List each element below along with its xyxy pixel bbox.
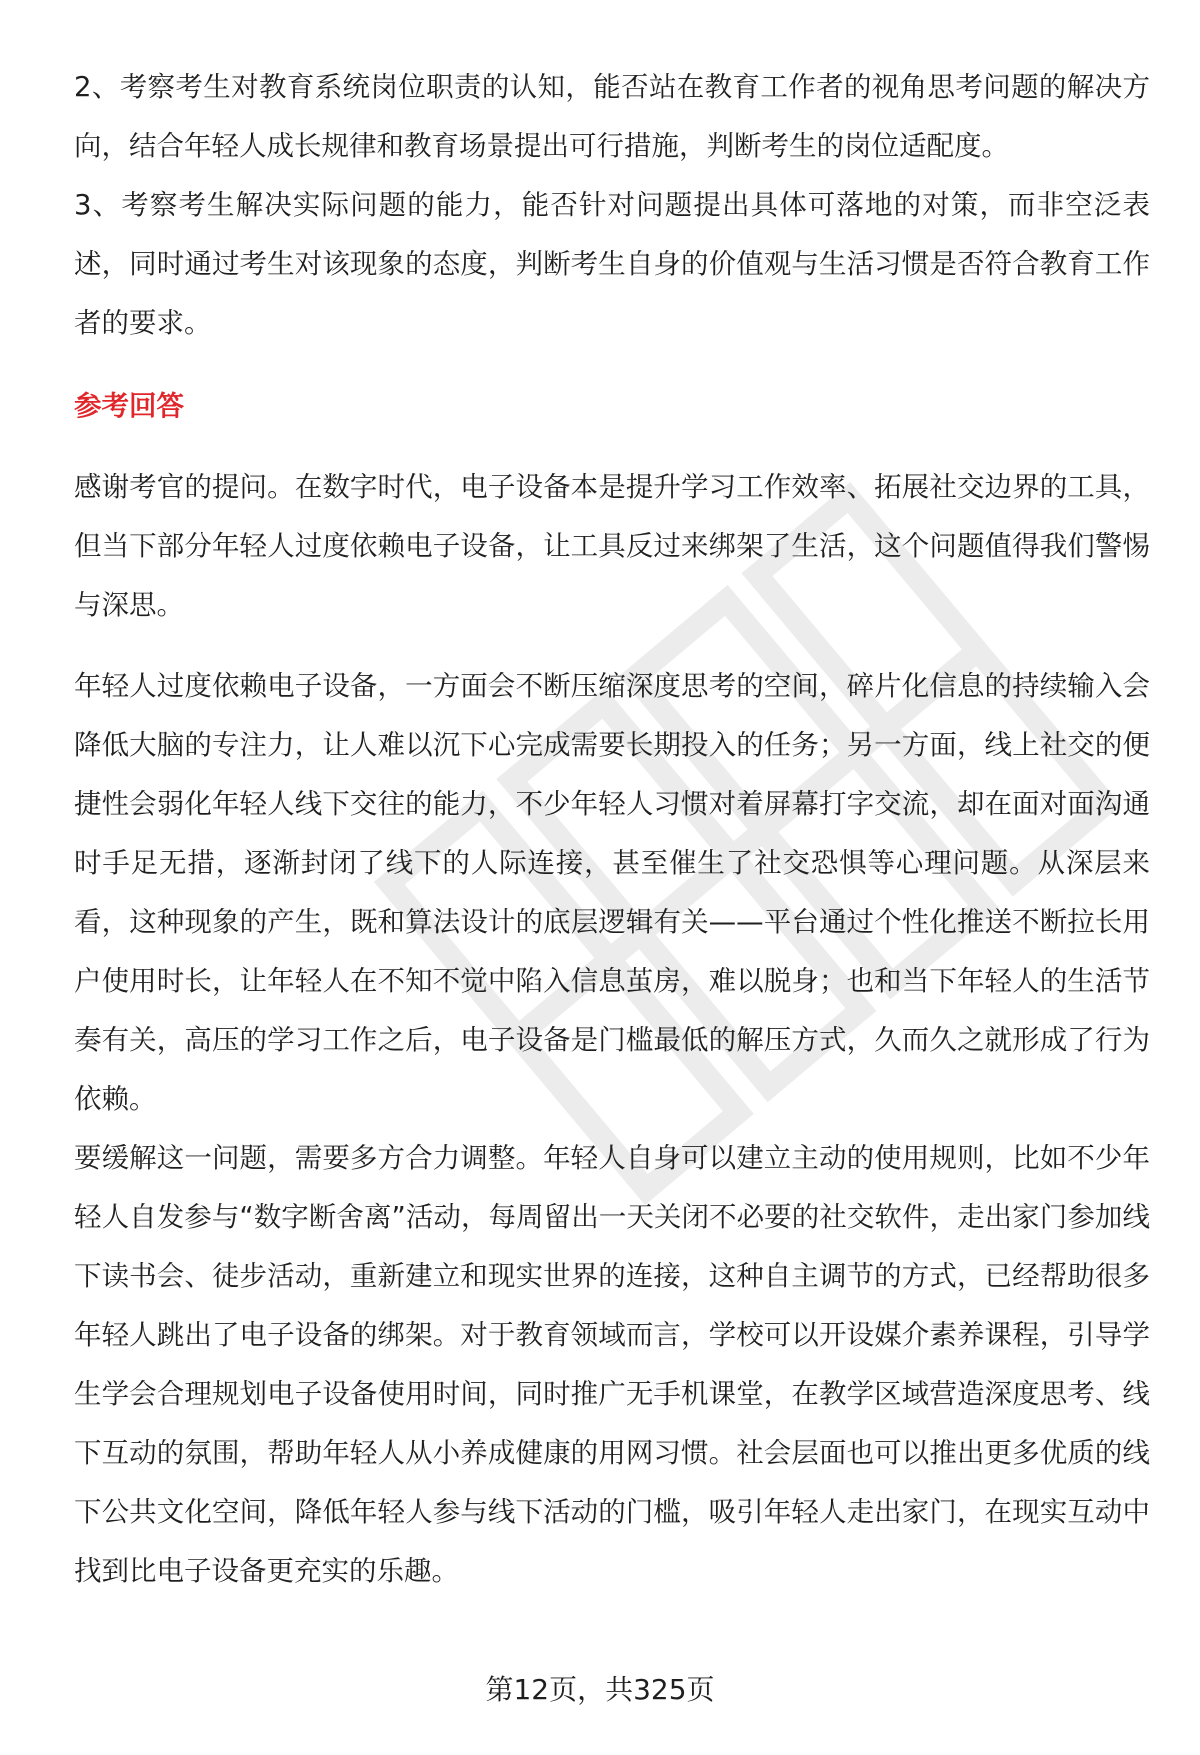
document-page [74,58,1150,1601]
answer-paragraph-analysis: 年轻人过度依赖电子设备，一方面会不断压缩深度思考的空间，碎片化信息的持续输入会降低大脑的专注力，让人难以沉下心完成需要长期投入的任务；另一方面，线上社交的便捷性会弱化年轻人线下交往的能力，不少年轻人习惯对着屏幕打字交流，却在面对面沟通时手足无措，逐渐封闭了线下的人际连接，甚至催生了社交恐惧等心理问题。从深层来看，这种现象的产生，既和算法设计的底层逻辑有关——平台通过个性化推送不断拉长用户使用时长，让年轻人在不知不觉中陷入信息茧房，难以脱身；也和当下年轻人的生活节奏有关，高压的学习工作之后，电子设备是门槛最低的解压方式，久而久之就形成了行为依赖。 [74,670,1150,1115]
page-number: 第12页，共325页 [485,1673,715,1706]
criteria-paragraph-3: 3、考察考生解决实际问题的能力，能否针对问题提出具体可落地的对策，而非空泛表述，同时通过考生对该现象的态度，判断考生自身的价值观与生活习惯是否符合教育工作者的要求。 [74,189,1150,339]
answer-paragraph-intro: 感谢考官的提问。在数字时代，电子设备本是提升学习工作效率、拓展社交边界的工具，但当下部分年轻人过度依赖电子设备，让工具反过来绑架了生活，这个问题值得我们警惕与深思。 [74,471,1150,621]
criteria-paragraph-2: 2、考察考生对教育系统岗位职责的认知，能否站在教育工作者的视角思考问题的解决方向，结合年轻人成长规律和教育场景提出可行措施，判断考生的岗位适配度。 [74,71,1150,162]
section-title: 参考回答 [74,390,184,422]
answer-paragraph-solutions: 要缓解这一问题，需要多方合力调整。年轻人自身可以建立主动的使用规则，比如不少年轻人自发参与“数字断舍离”活动，每周留出一天关闭不必要的社交软件，走出家门参加线下读书会、徒步活动，重新建立和现实世界的连接，这种自主调节的方式，已经帮助很多年轻人跳出了电子设备的绑架。对于教育领域而言，学校可以开设媒介素养课程，引导学生学会合理规划电子设备使用时间，同时推广无手机课堂，在教学区域营造深度思考、线下互动的氛围，帮助年轻人从小养成健康的用网习惯。社会层面也可以推出更多优质的线下公共文化空间，降低年轻人参与线下活动的门槛，吸引年轻人走出家门，在现实互动中找到比电子设备更充实的乐趣。 [74,1142,1150,1587]
